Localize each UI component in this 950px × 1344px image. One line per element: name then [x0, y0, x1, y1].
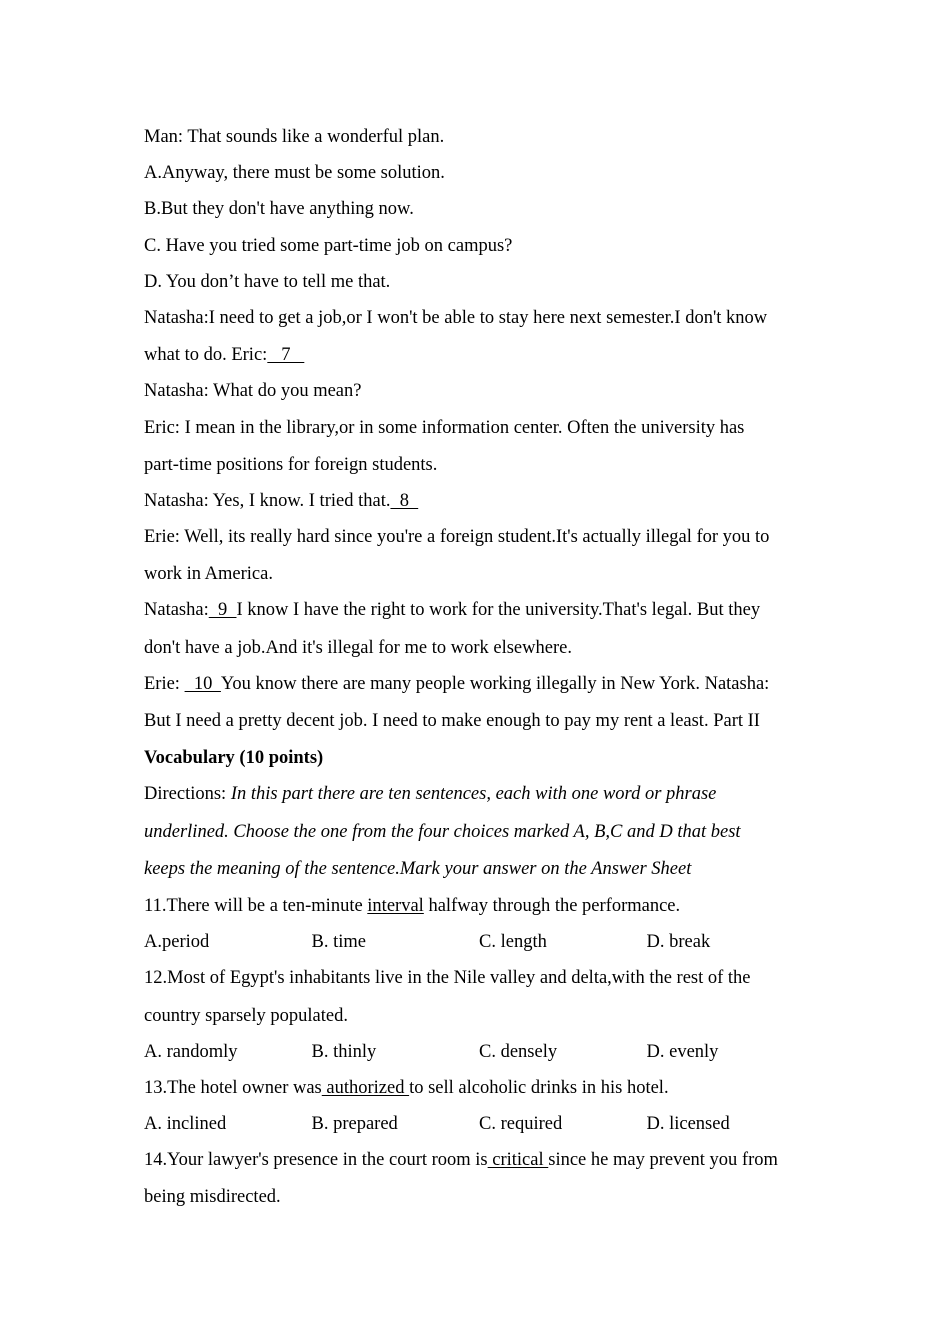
option-c: C. required: [479, 1114, 563, 1135]
option-a: A. inclined: [144, 1114, 227, 1135]
dialogue-line: [144, 592, 816, 629]
question-13: [144, 1070, 816, 1106]
option-d: D. licensed: [646, 1114, 730, 1135]
dialogue-line: work in America.: [144, 564, 273, 585]
dialogue-line: Erie: Well, its really hard since you're a foreign student.It's actually illegal for you to: [144, 527, 770, 548]
dialogue-line: But I need a pretty decent job. I need to make enough to pay my rent a least. Part II: [144, 711, 760, 731]
question-11: [144, 888, 816, 924]
option-d: D. evenly: [646, 1041, 719, 1062]
question-text: to sell alcoholic drinks in his hotel.: [409, 1077, 669, 1098]
question-14-cont: being misdirected.: [144, 1187, 281, 1208]
question-text: halfway through the performance.: [423, 895, 681, 916]
question-12-cont: country sparsely populated.: [144, 1005, 348, 1026]
section-heading: Vocabulary (10 points): [144, 748, 324, 769]
dialogue-line: part-time positions for foreign students.: [144, 454, 438, 475]
choice-a: A.Anyway, there must be some solution.: [144, 163, 445, 184]
choice-c: C. Have you tried some part-time job on campus?: [144, 235, 513, 256]
dialogue-text: Natasha: Yes, I know. I tried that.: [144, 490, 391, 511]
choice-d: D. You don’t have to tell me that.: [144, 271, 391, 292]
option-b: B. thinly: [311, 1041, 377, 1062]
directions-label: Directions:: [144, 784, 231, 805]
dialogue-line: [144, 666, 816, 703]
dialogue-line: don't have a job.And it's illegal for me to work elsewhere.: [144, 637, 572, 658]
dialogue-text: what to do. Eric:: [144, 345, 268, 366]
dialogue-line: Natasha: What do you mean?: [144, 381, 362, 402]
directions-line: keeps the meaning of the sentence.Mark your answer on the Answer Sheet: [144, 858, 692, 879]
dialogue-line: Man: That sounds like a wonderful plan.: [144, 127, 445, 147]
dialogue-text: I know I have the right to work for the university.That's legal. But they: [236, 600, 761, 621]
blank-7: 7: [267, 345, 305, 366]
blank-8: 8: [390, 490, 419, 511]
option-b: B. prepared: [311, 1114, 398, 1135]
question-12: 12.Most of Egypt's inhabitants live in the Nile valley and delta,with the rest of the: [144, 968, 751, 989]
directions-line: underlined. Choose the one from the four choices marked A, B,C and D that best: [144, 821, 741, 842]
question-text: 14.Your lawyer's presence in the court room is: [144, 1150, 488, 1171]
question-text: 13.The hotel owner was: [144, 1077, 322, 1098]
dialogue-text: Erie:: [144, 673, 185, 694]
dialogue-line: [144, 483, 816, 519]
option-b: B. time: [311, 932, 366, 953]
document-page: [144, 119, 816, 1216]
question-14: [144, 1142, 816, 1179]
option-a: A.period: [144, 932, 210, 953]
dialogue-line: [144, 337, 816, 373]
directions-text: In this part there are ten sentences, each with one word or phrase: [230, 784, 717, 805]
dialogue-line: Eric: I mean in the library,or in some information center. Often the university has: [144, 417, 745, 438]
option-a: A. randomly: [144, 1041, 238, 1062]
question-text: since he may prevent you from: [548, 1150, 778, 1171]
option-d: D. break: [646, 932, 711, 953]
question-text: 11.There will be a ten-minute: [144, 895, 368, 916]
option-c: C. length: [479, 932, 547, 953]
options-row: [144, 1034, 816, 1070]
underlined-word: authorized: [321, 1077, 410, 1098]
dialogue-text: You know there are many people working illegally in New York. Natasha:: [220, 673, 770, 694]
options-row: [144, 1106, 816, 1142]
underlined-word: interval: [367, 895, 424, 916]
choice-b: B.But they don't have anything now.: [144, 199, 414, 220]
options-row: [144, 924, 816, 960]
dialogue-text: Natasha:: [144, 600, 209, 621]
directions-line: [144, 776, 816, 813]
dialogue-line: Natasha:I need to get a job,or I won't be able to stay here next semester.I don't know: [144, 307, 768, 328]
option-c: C. densely: [479, 1041, 558, 1062]
blank-10: 10: [184, 673, 221, 694]
underlined-word: critical: [487, 1150, 549, 1171]
blank-9: 9: [208, 600, 237, 621]
